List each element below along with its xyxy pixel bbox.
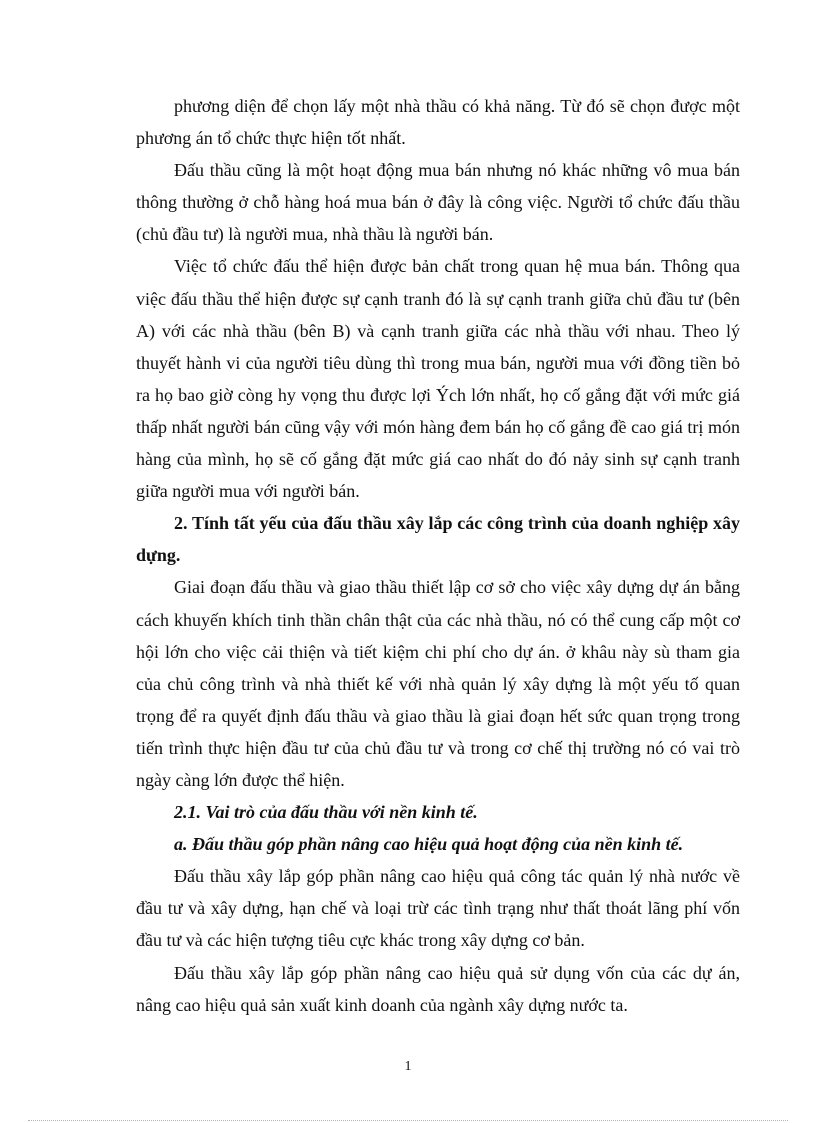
section-heading: 2. Tính tất yếu của đấu thầu xây lắp các công trình của doanh nghiệp xây dựng.	[136, 513, 740, 566]
body-paragraph: Đấu thầu cũng là một hoạt động mua bán nhưng nó khác những vô mua bán thông thường ở chỗ hàng hoá mua bán ở đây là công việc. Người tổ chức đấu thầu (chủ đầu tư) là người mua, nhà thầu là người bán.	[136, 160, 740, 245]
page-bottom-divider	[28, 1120, 788, 1121]
subsection-heading: a. Đấu thầu góp phần nâng cao hiệu quả hoạt động của nền kinh tế.	[174, 834, 684, 855]
body-paragraph: Đấu thầu xây lắp góp phần nâng cao hiệu quả sử dụng vốn của các dự án, nâng cao hiệu quả sản xuất kinh doanh của ngành xây dựng nước ta.	[136, 962, 740, 1015]
body-paragraph: Đấu thầu xây lắp góp phần nâng cao hiệu quả công tác quản lý nhà nước về đầu tư và xây dựng, hạn chế và loại trừ các tình trạng như thất thoát lãng phí vốn đầu tư và các hiện tượng tiêu cực khác trong xây dựng cơ bản.	[136, 866, 740, 951]
page-number: 1	[404, 1059, 412, 1074]
document-body	[136, 90, 740, 1021]
body-paragraph: phương diện để chọn lấy một nhà thầu có khả năng. Từ đó sẽ chọn được một phương án tổ chức thực hiện tốt nhất.	[136, 96, 740, 149]
body-paragraph: Việc tổ chức đấu thể hiện được bản chất trong quan hệ mua bán. Thông qua việc đấu thầu thể hiện được sự cạnh tranh đó là sự cạnh tranh giữa chủ đầu tư (bên A) với các nhà thầu (bên B) và cạnh tranh giữa các nhà thầu với nhau. Theo lý thuyết hành vi của người tiêu dùng thì trong mua bán, người mua với đồng tiền bỏ ra họ bao giờ còng hy vọng thu được lợi Ých lớn nhất, họ cố gắng đặt với mức giá thấp nhất người bán cũng vậy với món hàng đem bán họ cố gắng đề cao giá trị món hàng của mình, họ sẽ cố gắng đặt mức giá cao nhất do đó nảy sinh sự cạnh tranh giữa người mua với người bán.	[136, 256, 740, 502]
body-paragraph: Giai đoạn đấu thầu và giao thầu thiết lập cơ sở cho việc xây dựng dự án bằng cách khuyến khích tinh thần chân thật của các nhà thầu, nó có thể cung cấp một cơ hội lớn cho việc cải thiện và tiết kiệm chi phí cho dự án. ở khâu này sù tham gia của chủ công trình và nhà thiết kế với nhà quản lý xây dựng là một yếu tố quan trọng để ra quyết định đấu thầu và giao thầu là giai đoạn hết sức quan trọng trong tiến trình thực hiện đầu tư của chủ đầu tư và trong cơ chế thị trường nó có vai trò ngày càng lớn được thể hiện.	[136, 577, 740, 790]
subsection-heading: 2.1. Vai trò của đấu thầu với nền kinh tế.	[174, 802, 478, 823]
